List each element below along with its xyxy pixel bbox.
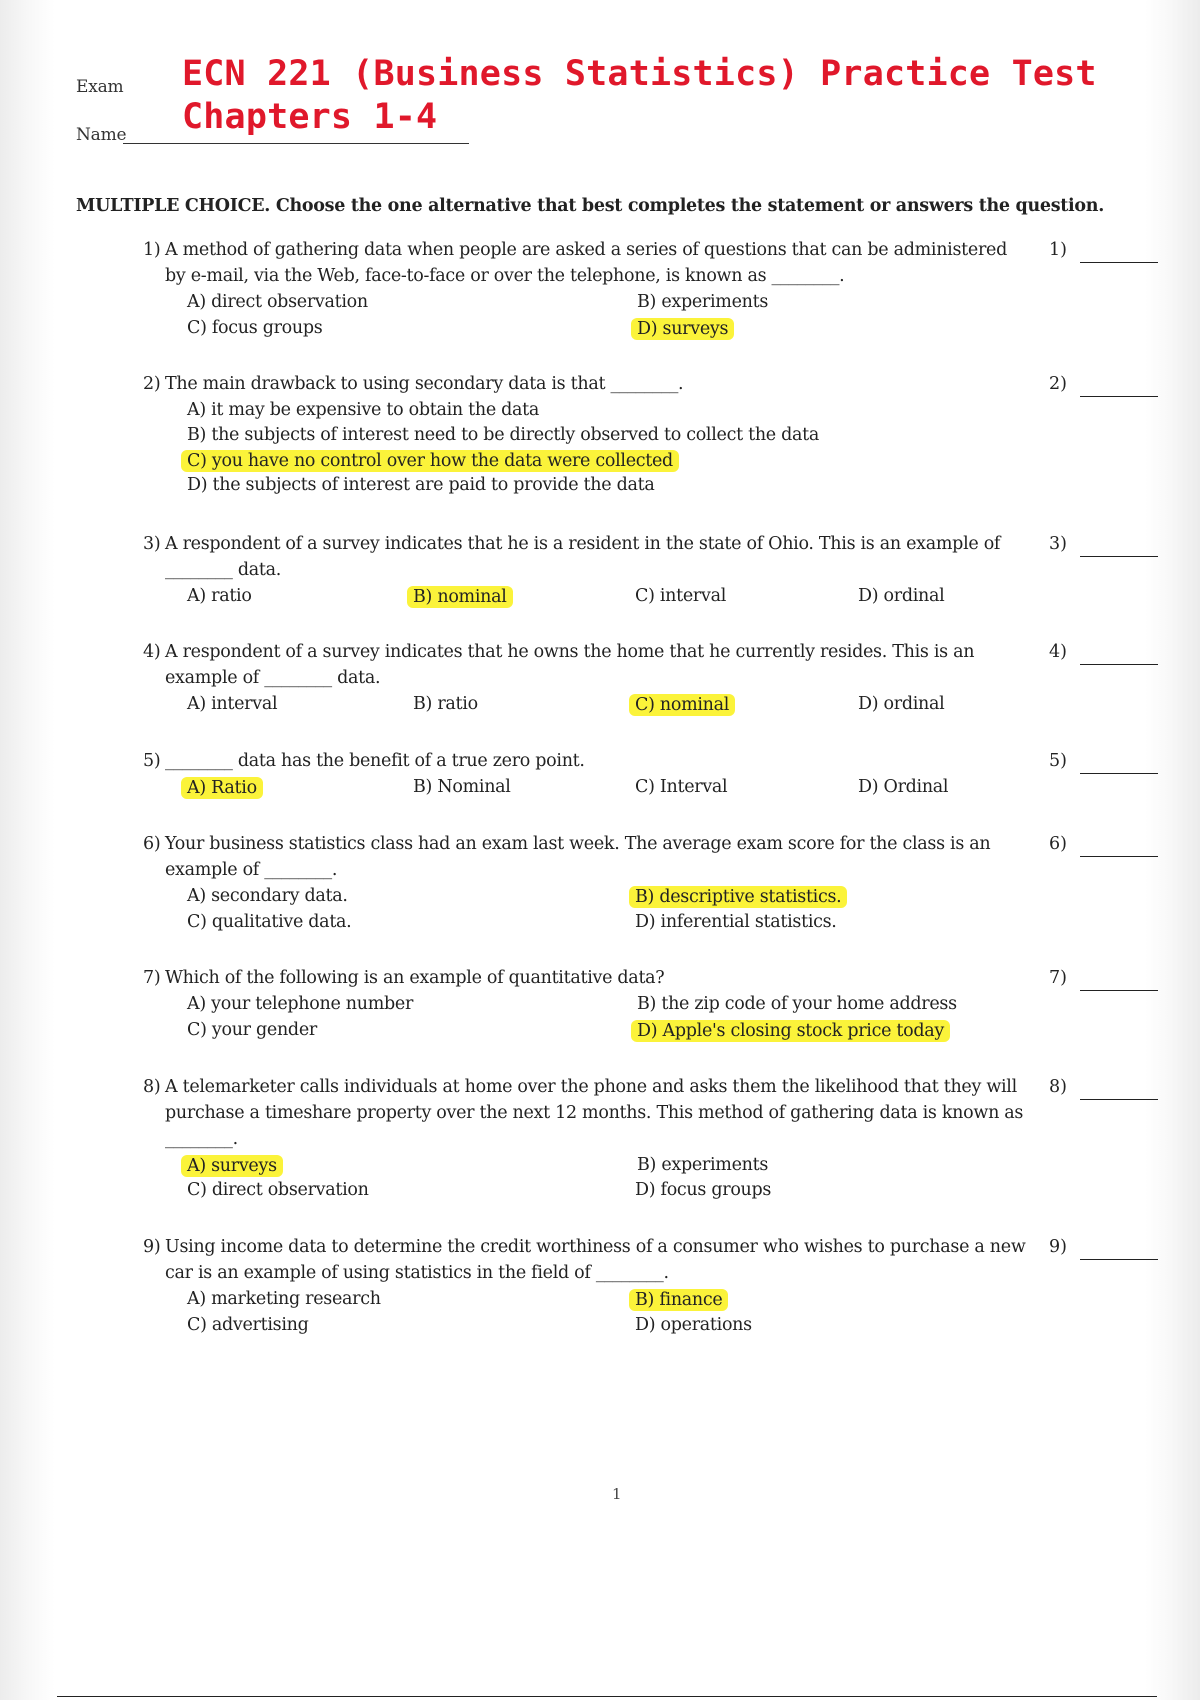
question-text: A method of gathering data when people are asked a series of questions that can be administered [165, 240, 1007, 260]
option-a[interactable]: A) your telephone number [187, 994, 414, 1014]
option-a-highlighted[interactable]: A) Ratio [181, 777, 263, 799]
option-c[interactable]: C) Interval [635, 777, 728, 797]
option-b-highlighted[interactable]: B) nominal [407, 586, 513, 608]
option-d[interactable]: D) the subjects of interest are paid to provide the data [187, 475, 655, 495]
option-c-highlighted[interactable]: C) you have no control over how the data were collected [181, 450, 679, 472]
option-d[interactable]: D) ordinal [858, 694, 945, 714]
instructions: MULTIPLE CHOICE. Choose the one alternative that best completes the statement or answers the question. [76, 196, 1104, 216]
test-title: ECN 221 (Business Statistics) Practice Test [182, 54, 1097, 94]
option-d[interactable]: D) operations [635, 1315, 752, 1335]
question-number: 2) [143, 374, 161, 394]
question-number: 7) [143, 968, 161, 988]
question-text: car is an example of using statistics in the field of ________. [165, 1263, 669, 1283]
answer-number-8: 8) [1049, 1077, 1067, 1097]
option-d[interactable]: D) inferential statistics. [635, 912, 837, 932]
option-b[interactable]: B) experiments [637, 1155, 769, 1175]
answer-number-5: 5) [1049, 751, 1067, 771]
option-c[interactable]: C) direct observation [187, 1180, 369, 1200]
question-number: 9) [143, 1237, 161, 1257]
option-c[interactable]: C) focus groups [187, 318, 323, 338]
answer-number-3: 3) [1049, 534, 1067, 554]
name-input-line[interactable] [123, 143, 469, 144]
option-c[interactable]: C) interval [635, 586, 727, 606]
answer-number-1: 1) [1049, 240, 1067, 260]
option-a[interactable]: A) secondary data. [187, 886, 348, 906]
option-d-highlighted[interactable]: D) surveys [631, 318, 734, 340]
option-b[interactable]: B) Nominal [413, 777, 511, 797]
question-number: 1) [143, 240, 161, 260]
option-d[interactable]: D) Ordinal [858, 777, 949, 797]
answer-number-4: 4) [1049, 642, 1067, 662]
option-b[interactable]: B) experiments [637, 292, 769, 312]
question-text: Your business statistics class had an exam last week. The average exam score for the class is an [165, 834, 991, 854]
question-text: The main drawback to using secondary data is that ________. [165, 374, 684, 394]
question-number: 3) [143, 534, 161, 554]
answer-number-9: 9) [1049, 1237, 1067, 1257]
answer-blank-2[interactable] [1080, 396, 1158, 397]
option-d-highlighted[interactable]: D) Apple's closing stock price today [631, 1020, 950, 1042]
option-c[interactable]: C) qualitative data. [187, 912, 352, 932]
option-a-highlighted[interactable]: A) surveys [181, 1155, 283, 1177]
answer-blank-4[interactable] [1080, 664, 1158, 665]
footer-rule [57, 1696, 1157, 1697]
question-text: example of ________ data. [165, 668, 381, 688]
answer-number-2: 2) [1049, 374, 1067, 394]
answer-blank-7[interactable] [1080, 990, 1158, 991]
option-b[interactable]: B) ratio [413, 694, 478, 714]
answer-number-7: 7) [1049, 968, 1067, 988]
option-a[interactable]: A) it may be expensive to obtain the data [187, 400, 540, 420]
option-c[interactable]: C) your gender [187, 1020, 317, 1040]
option-b-highlighted[interactable]: B) descriptive statistics. [629, 886, 847, 908]
answer-blank-5[interactable] [1080, 773, 1158, 774]
question-text: example of ________. [165, 860, 338, 880]
option-a[interactable]: A) ratio [187, 586, 252, 606]
option-d[interactable]: D) ordinal [858, 586, 945, 606]
name-label: Name [76, 125, 127, 145]
option-d[interactable]: D) focus groups [635, 1180, 772, 1200]
question-number: 4) [143, 642, 161, 662]
option-b[interactable]: B) the zip code of your home address [637, 994, 957, 1014]
question-text: A respondent of a survey indicates that he owns the home that he currently resides. This is an [165, 642, 975, 662]
answer-blank-8[interactable] [1080, 1099, 1158, 1100]
question-text: purchase a timeshare property over the next 12 months. This method of gathering data is known as [165, 1103, 1024, 1123]
question-text: ________. [165, 1129, 238, 1149]
question-text: ________ data. [165, 560, 282, 580]
answer-number-6: 6) [1049, 834, 1067, 854]
question-number: 6) [143, 834, 161, 854]
question-text: A respondent of a survey indicates that he is a resident in the state of Ohio. This is an example of [165, 534, 1001, 554]
question-text: ________ data has the benefit of a true zero point. [165, 751, 585, 771]
question-text: Which of the following is an example of quantitative data? [165, 968, 665, 988]
answer-blank-1[interactable] [1080, 262, 1158, 263]
question-text: Using income data to determine the credit worthiness of a consumer who wishes to purchase a new [165, 1237, 1026, 1257]
option-a[interactable]: A) interval [187, 694, 278, 714]
option-a[interactable]: A) marketing research [187, 1289, 381, 1309]
option-c-highlighted[interactable]: C) nominal [629, 694, 735, 716]
question-text: by e-mail, via the Web, face-to-face or over the telephone, is known as ________. [165, 266, 845, 286]
exam-label: Exam [76, 77, 124, 97]
answer-blank-9[interactable] [1080, 1259, 1158, 1260]
question-text: A telemarketer calls individuals at home over the phone and asks them the likelihood that they will [165, 1077, 1017, 1097]
option-a[interactable]: A) direct observation [187, 292, 368, 312]
question-number: 5) [143, 751, 161, 771]
question-number: 8) [143, 1077, 161, 1097]
answer-blank-6[interactable] [1080, 856, 1158, 857]
option-b[interactable]: B) the subjects of interest need to be directly observed to collect the data [187, 425, 820, 445]
page-number: 1 [612, 1485, 622, 1503]
test-subtitle: Chapters 1-4 [182, 97, 438, 137]
option-c[interactable]: C) advertising [187, 1315, 309, 1335]
option-b-highlighted[interactable]: B) finance [629, 1289, 728, 1311]
answer-blank-3[interactable] [1080, 556, 1158, 557]
